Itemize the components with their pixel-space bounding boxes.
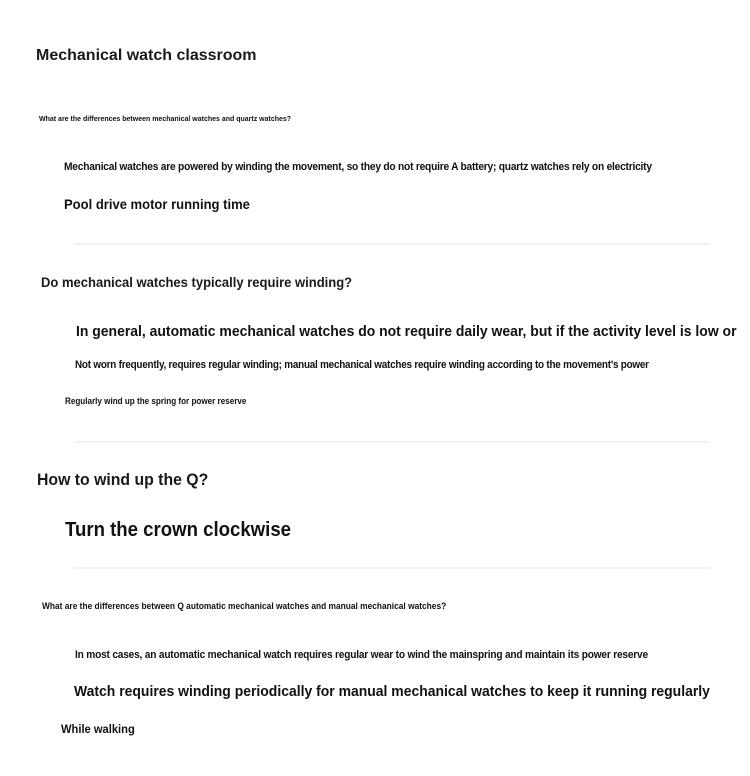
section-divider (74, 441, 710, 443)
faq-question: How to wind up the Q? (37, 470, 209, 489)
faq-answer-line: Pool drive motor running time (64, 196, 250, 212)
faq-answer-line: While walking (61, 722, 135, 736)
faq-answer-line: In general, automatic mechanical watches do not require daily wear, but if the activity level is low or (76, 323, 737, 340)
section-divider (74, 567, 710, 569)
page-title: Mechanical watch classroom (36, 47, 257, 64)
faq-question: What are the differences between Q automatic mechanical watches and manual mechanical watches? (42, 601, 447, 611)
faq-answer-line: Regularly wind up the spring for power reserve (65, 396, 247, 406)
faq-question: Do mechanical watches typically require winding? (41, 274, 353, 290)
faq-answer-line: In most cases, an automatic mechanical watch requires regular wear to wind the mainspring and maintain its power reserve (75, 649, 648, 661)
faq-answer-line: Mechanical watches are powered by winding the movement, so they do not require A battery; quartz watches rely on electricity (64, 161, 652, 173)
section-divider (74, 243, 710, 245)
faq-answer-line: Watch requires winding periodically for manual mechanical watches to keep it running regularly (74, 683, 710, 700)
faq-question: What are the differences between mechanical watches and quartz watches? (39, 116, 292, 123)
faq-answer-line: Turn the crown clockwise (65, 519, 292, 541)
faq-answer-line: Not worn frequently, requires regular winding; manual mechanical watches require winding according to the movement's power (75, 359, 649, 371)
